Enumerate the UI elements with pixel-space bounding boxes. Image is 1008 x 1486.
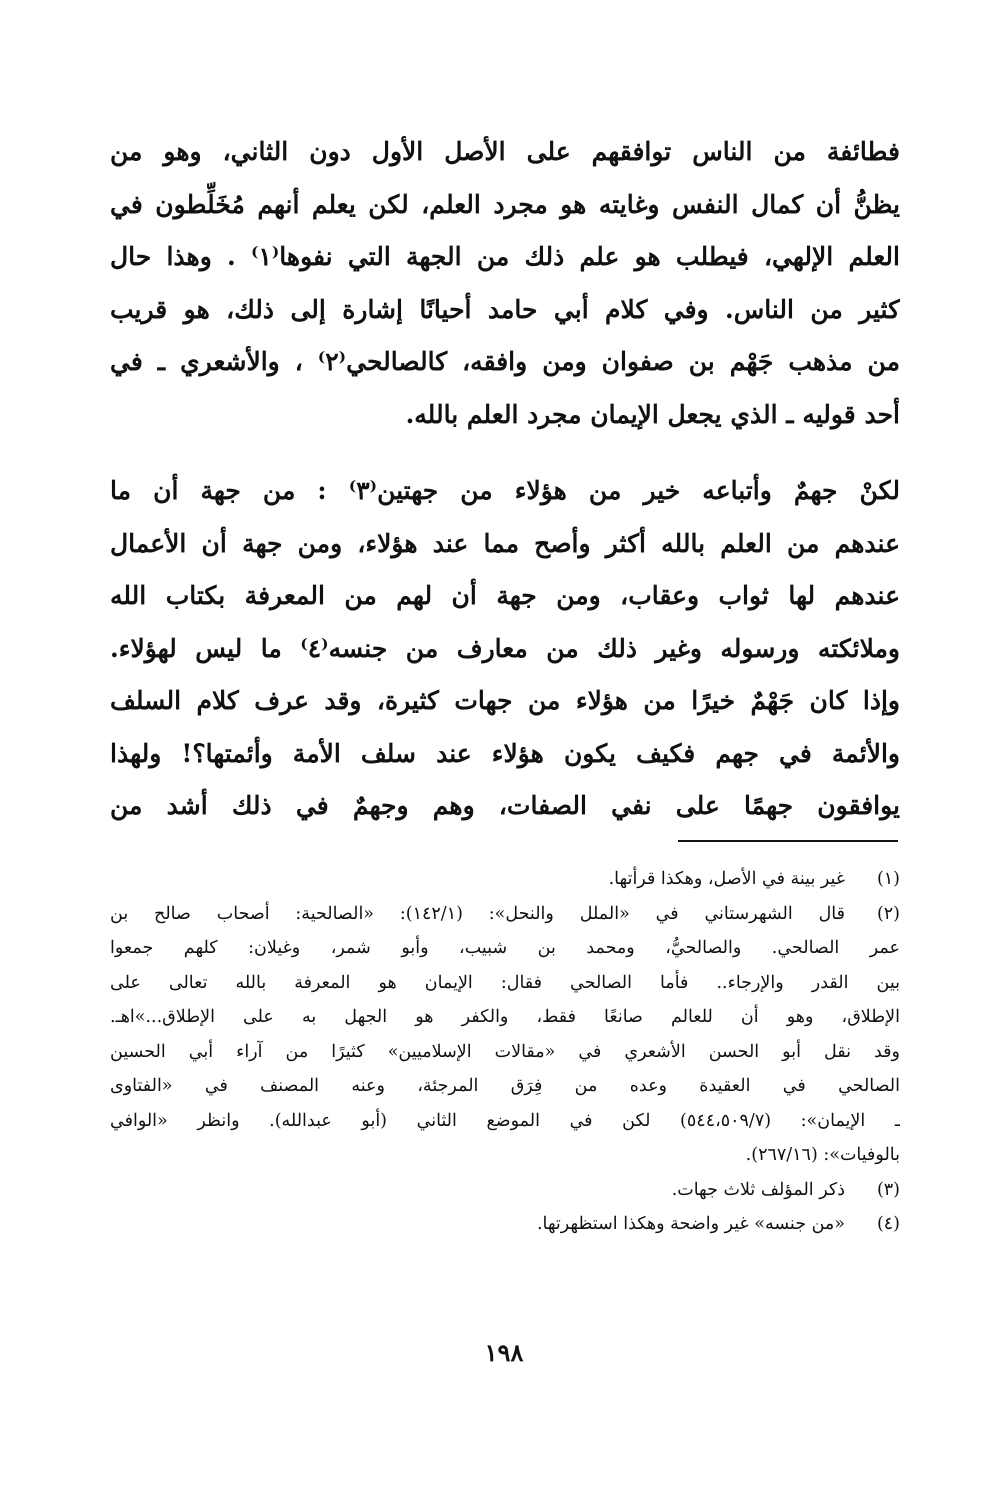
footnote-line: عمر الصالحي. والصالحيُّ، ومحمد بن شبيب، وأبو شمر، وغيلان: كلهم جمعوا: [110, 938, 900, 958]
footnote-1: [110, 862, 900, 897]
footnote-number: (٤): [876, 1214, 900, 1234]
text-line: عندهم من العلم بالله أكثر وأصح مما عند هؤلاء، ومن جهة أن الأعمال: [110, 528, 900, 558]
text-line: والأئمة في جهم فكيف يكون هؤلاء عند سلف الأمة وأئمتها؟! ولهذا: [110, 738, 900, 768]
footnote-line: بالوفيات»: (٢٦٧/١٦).: [745, 1145, 900, 1165]
text-line: كثير من الناس. وفي كلام أبي حامد أحيانًا إشارة إلى ذلك، هو قريب: [110, 294, 900, 324]
footnotes: [110, 862, 900, 1242]
text-line: وإذا كان جَهْمٌ خيرًا من هؤلاء من جهات كثيرة، وقد عرف كلام السلف: [110, 686, 900, 715]
text-line: يظنُّ أن كمال النفس وغايته هو مجرد العلم، لكن يعلم أنهم مُخَلِّطون في: [110, 189, 900, 219]
footnote-line: بين القدر والإرجاء.. فأما الصالحي فقال: الإيمان هو المعرفة بالله تعالى على: [110, 972, 900, 993]
footnote-line: وقد نقل أبو الحسن الأشعري في «مقالات الإسلاميين» كثيرًا من آراء أبي الحسين: [110, 1041, 900, 1062]
footnote-line: ـ الإيمان»: (٥٤٤،٥٠٩/٧) لكن في الموضع الثاني (أبو عبدالله). وانظر «الوافي: [110, 1110, 900, 1131]
page-number: ١٩٨: [484, 1338, 524, 1367]
text-line: فطائفة من الناس توافقهم على الأصل الأول دون الثاني، وهو من: [110, 137, 900, 166]
footnote-line: «من جنسه» غير واضحة وهكذا استظهرتها.: [536, 1214, 845, 1234]
footnote-line: ذكر المؤلف ثلاث جهات.: [671, 1179, 845, 1200]
footnote-line: الصالحي في العقيدة وعده من فِرَق المرجئة، وعنه المصنف في «الفتاوى: [110, 1076, 900, 1096]
footnote-4: [110, 1207, 900, 1242]
footnote-3: [110, 1173, 900, 1208]
footnote-line: الإطلاق، وهو أن للعالم صانعًا فقط، والكفر هو الجهل به على الإطلاق...»اهـ.: [110, 1007, 900, 1027]
text-line: أحد قوليه ـ الذي يجعل الإيمان مجرد العلم بالله.: [405, 399, 900, 429]
footnote-number: (٢): [876, 903, 900, 924]
text-line: وملائكته ورسوله وغير ذلك من معارف من جنسه⁽٤⁾ ما ليس لهؤلاء.: [110, 633, 900, 663]
paragraph-2: [110, 465, 900, 833]
footnote-2: [110, 897, 900, 1173]
footnote-line: غير بينة في الأصل، وهكذا قرأتها.: [608, 869, 845, 889]
footnote-separator: [678, 840, 898, 842]
text-line: من مذهب جَهْم بن صفوان ومن وافقه، كالصالحي⁽٢⁾ ، والأشعري ـ في: [110, 347, 900, 376]
text-line: يوافقون جهمًا على نفي الصفات، وهم وجهمٌ في ذلك أشد من: [110, 791, 900, 820]
main-text: [110, 126, 900, 833]
text-line: العلم الإلهي، فيطلب هو علم ذلك من الجهة التي نفوها⁽١⁾ . وهذا حال: [110, 242, 900, 271]
text-line: لكنْ جهمٌ وأتباعه خير من هؤلاء من جهتين⁽٣⁾ : من جهة أن ما: [110, 476, 900, 505]
text-line: عندهم لها ثواب وعقاب، ومن جهة أن لهم من المعرفة بكتاب الله: [110, 581, 900, 610]
footnote-number: (١): [876, 869, 900, 889]
paragraph-1: [110, 126, 900, 441]
footnote-line: قال الشهرستاني في «الملل والنحل»: (١٤٢/١): «الصالحية: أصحاب صالح بن: [110, 903, 845, 924]
footnote-number: (٣): [876, 1179, 900, 1200]
